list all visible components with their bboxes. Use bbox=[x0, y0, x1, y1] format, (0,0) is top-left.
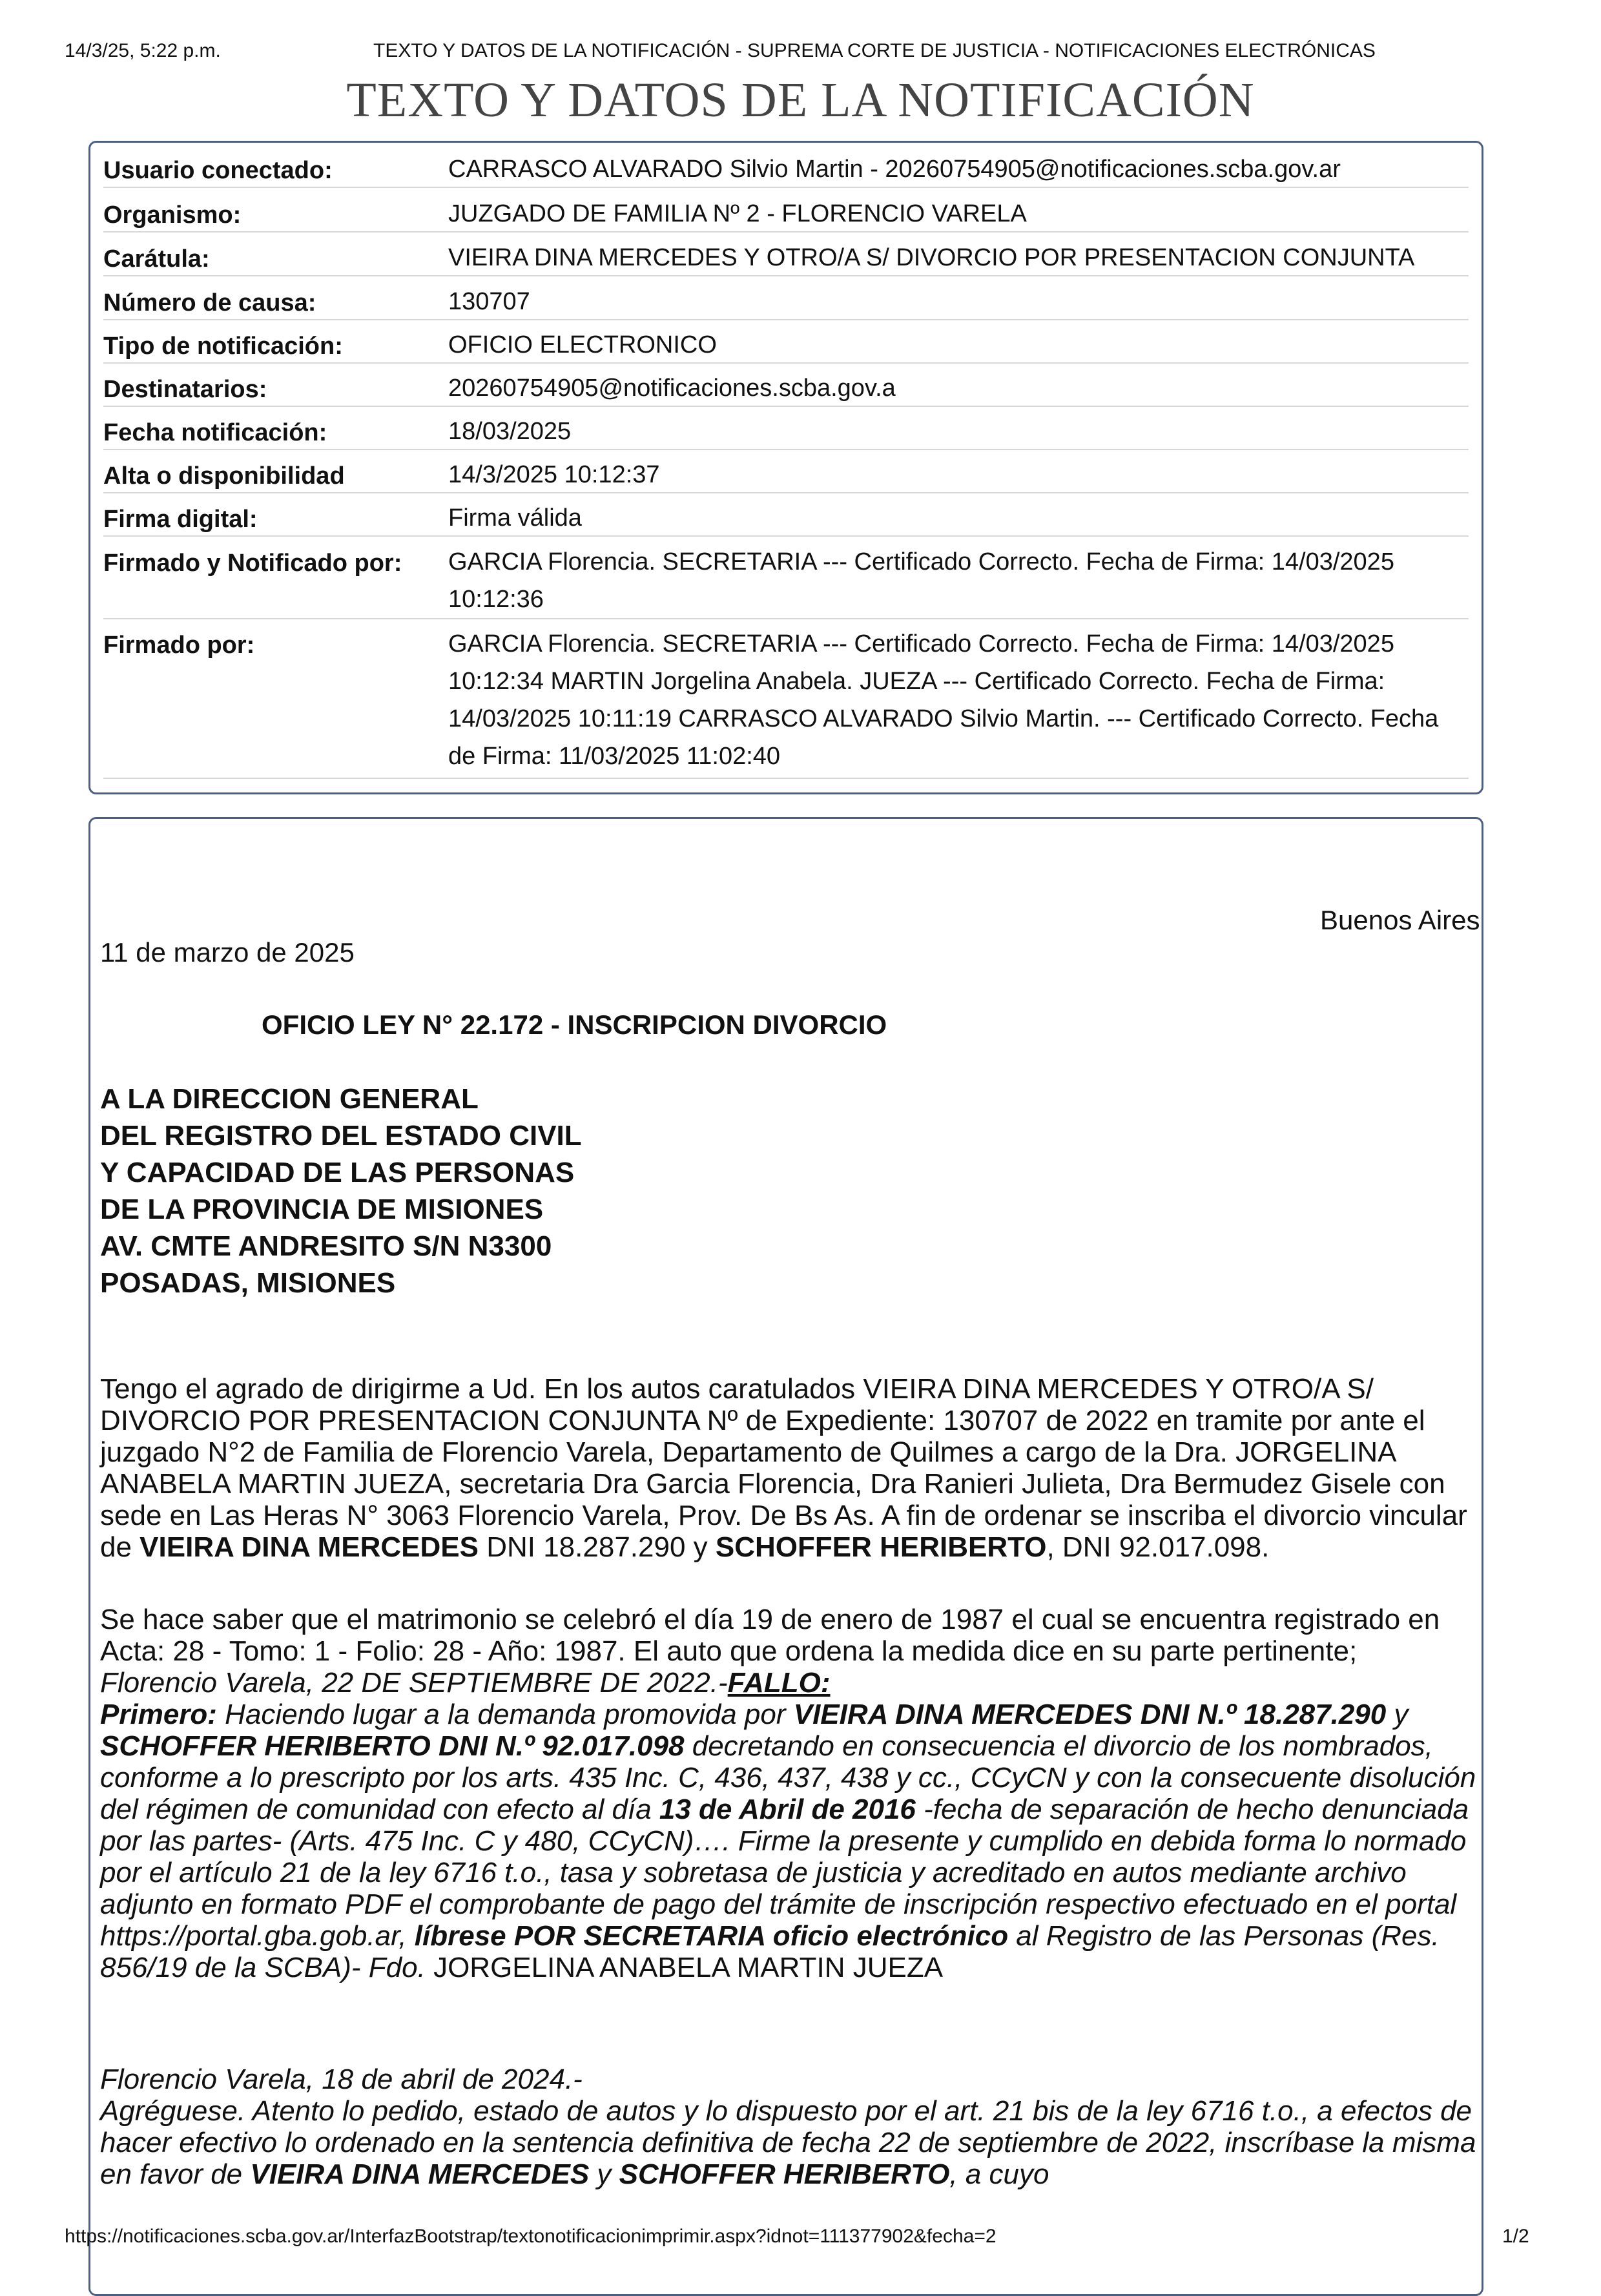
info-value: OFICIO ELECTRONICO bbox=[448, 331, 717, 358]
effect-date: 13 de Abril de 2016 bbox=[659, 1794, 916, 1825]
info-value: GARCIA Florencia. SECRETARIA --- Certificado Correcto. Fecha de Firma: 14/03/2025 10:12:36 bbox=[448, 548, 1394, 613]
info-label: Organismo: bbox=[103, 202, 242, 229]
info-value: JUZGADO DE FAMILIA Nº 2 - FLORENCIO VARELA bbox=[448, 200, 1027, 227]
paragraph-matrimonio: Se hace saber que el matrimonio se celebró el día 19 de enero de 1987 el cual se encuentra registrado en Acta: 28 - Tomo: 1 - Folio: 28 - Año: 1987. El auto que ordena la medida dice en su parte pertinente; bbox=[100, 1604, 1440, 1667]
info-value: GARCIA Florencia. SECRETARIA --- Certificado Correcto. Fecha de Firma: 14/03/2025 10:12:34 MARTIN Jorgelina Anabela. JUEZA --- Certificado Correcto. Fecha de Firma: 14/03/2025 10:11:19 CARRASCO ALVARADO Silvio Martin. --- Certificado Correcto. Fecha de Firma: 11/03/2025 11:02:40 bbox=[448, 630, 1439, 770]
text: DNI 18.287.290 y bbox=[478, 1531, 716, 1563]
print-date: 14/3/25, 5:22 p.m. bbox=[65, 40, 221, 61]
info-label: Alta o disponibilidad bbox=[103, 462, 345, 490]
text: , DNI 92.017.098. bbox=[1046, 1531, 1270, 1563]
text: Agréguese. Atento lo pedido, estado de autos y lo dispuesto por el art. 21 bis de la ley 6716 t.o., a efectos de hacer efectivo lo ordenado en la sentencia definitiva de fecha 22 de septiembre de 2022, inscríbase la misma en favor de bbox=[100, 2095, 1476, 2190]
info-row-organismo bbox=[103, 196, 1469, 233]
primero-label: Primero: bbox=[100, 1699, 217, 1730]
info-label: Firmado por: bbox=[103, 632, 255, 659]
text: Tengo el agrado de dirigirme a Ud. En los autos caratulados VIEIRA DINA MERCEDES Y OTRO/A S/ DIVORCIO POR PRESENTACION CONJUNTA Nº de Expediente: 130707 de 2022 en tramite por ante el juzgado N°2 de Familia de Florencio Varela, Departamento de Quilmes a cargo de la Dra. JORGELINA ANABELA MARTIN JUEZA, secretaria Dra Garcia Florencia, Dra Ranieri Julieta, Dra Bermudez Gisele con sede en Las Heras N° 3063 Florencio Varela, Prov. De Bs As. A fin de ordenar se inscriba el divorcio vincular de bbox=[100, 1373, 1467, 1563]
addressee-line: POSADAS, MISIONES bbox=[100, 1267, 396, 1299]
party-name: SCHOFFER HERIBERTO DNI N.º 92.017.098 bbox=[100, 1730, 685, 1762]
text: Haciendo lugar a la demanda promovida por bbox=[216, 1699, 794, 1730]
party-name: VIEIRA DINA MERCEDES bbox=[250, 2158, 590, 2190]
info-row-caratula bbox=[103, 240, 1469, 276]
letter-city: Buenos Aires bbox=[1320, 905, 1480, 935]
text: y bbox=[589, 2158, 619, 2190]
info-label: Número de causa: bbox=[103, 289, 316, 316]
info-row-tipo bbox=[103, 327, 1469, 364]
info-value: VIEIRA DINA MERCEDES Y OTRO/A S/ DIVORCIO POR PRESENTACION CONJUNTA bbox=[448, 244, 1415, 271]
party-name: SCHOFFER HERIBERTO bbox=[619, 2158, 950, 2190]
letter-date: 11 de marzo de 2025 bbox=[100, 937, 355, 967]
text: decretando en consecuencia el divorcio de los nombrados, conforme a lo prescripto por los arts. 435 Inc. C, 436, 437, 438 y cc., CCyCN y con la consecuente disolución del régimen de comunidad con efecto al día bbox=[100, 1730, 1476, 1825]
party-name: VIEIRA DINA MERCEDES DNI N.º 18.287.290 bbox=[793, 1699, 1387, 1730]
info-label: Carátula: bbox=[103, 245, 210, 273]
page-title: TEXTO Y DATOS DE LA NOTIFICACIÓN bbox=[346, 73, 1255, 127]
addressee-line: DE LA PROVINCIA DE MISIONES bbox=[100, 1194, 544, 1225]
fallo-date: Florencio Varela, 22 DE SEPTIEMBRE DE 2022.- bbox=[100, 1667, 728, 1699]
info-label: Destinatarios: bbox=[103, 376, 267, 403]
letter-addressee bbox=[100, 1081, 582, 1301]
info-row-numero-causa bbox=[103, 284, 1469, 320]
letter-subject: OFICIO LEY N° 22.172 - INSCRIPCION DIVORCIO bbox=[262, 1009, 887, 1040]
paragraph-2024-date: Florencio Varela, 18 de abril de 2024.- bbox=[100, 2063, 583, 2095]
text: , a cuyo bbox=[949, 2158, 1049, 2190]
notification-info-panel bbox=[88, 141, 1483, 794]
info-row-fecha bbox=[103, 414, 1469, 450]
addressee-line: DEL REGISTRO DEL ESTADO CIVIL bbox=[100, 1120, 582, 1152]
info-value: CARRASCO ALVARADO Silvio Martin - 20260754905@notificaciones.scba.gov.ar bbox=[448, 156, 1341, 183]
party-name: VIEIRA DINA MERCEDES bbox=[139, 1531, 479, 1563]
info-row-usuario bbox=[103, 152, 1469, 188]
text: y bbox=[1386, 1699, 1409, 1730]
paragraph-intro bbox=[100, 1373, 1489, 1563]
fallo-heading: FALLO: bbox=[727, 1667, 831, 1699]
info-label: Tipo de notificación: bbox=[103, 333, 343, 360]
addressee-line: AV. CMTE ANDRESITO S/N N3300 bbox=[100, 1230, 552, 1262]
page-number: 1/2 bbox=[1502, 2226, 1529, 2247]
addressee-line: Y CAPACIDAD DE LAS PERSONAS bbox=[100, 1157, 575, 1188]
party-name: SCHOFFER HERIBERTO bbox=[715, 1531, 1047, 1563]
signer: JORGELINA ANABELA MARTIN JUEZA bbox=[425, 1952, 944, 1983]
info-label: Fecha notificación: bbox=[103, 419, 327, 446]
info-row-firmado-por bbox=[103, 626, 1469, 779]
info-row-firmado-notificado bbox=[103, 544, 1469, 619]
info-label: Firmado y Notificado por: bbox=[103, 550, 402, 577]
paragraph-2024 bbox=[100, 2095, 1489, 2190]
info-value: 18/03/2025 bbox=[448, 418, 572, 445]
text: -fecha de separación de hecho denunciada por las partes- (Arts. 475 Inc. C y 480, CCyCN)…. Firme la presente y cumplido en debida forma lo normado por el artículo 21 de la ley 6716 t.o., tasa y sobretasa de justicia y acreditado en autos mediante archivo adjunto en formato PDF el comprobante de pago del trámite de inscripción respectivo efectuado en el portal https://portal.gba.gob.ar, bbox=[100, 1794, 1469, 1952]
order-text: líbrese POR SECRETARIA oficio electrónico bbox=[414, 1920, 1009, 1952]
info-row-alta bbox=[103, 457, 1469, 493]
info-label: Usuario conectado: bbox=[103, 157, 333, 184]
info-row-firma-digital bbox=[103, 501, 1469, 537]
footer-url: https://notificaciones.scba.gov.ar/InterfazBootstrap/textonotificacionimprimir.aspx?idnot=111377902&fecha=2 bbox=[65, 2226, 997, 2247]
info-label: Firma digital: bbox=[103, 506, 258, 533]
print-header-title: TEXTO Y DATOS DE LA NOTIFICACIÓN - SUPREMA CORTE DE JUSTICIA - NOTIFICACIONES ELECTRÓNICAS bbox=[373, 40, 1376, 61]
addressee-line: A LA DIRECCION GENERAL bbox=[100, 1083, 479, 1115]
paragraph-fallo bbox=[100, 1667, 1489, 1983]
info-value: Firma válida bbox=[448, 504, 582, 532]
info-value: 20260754905@notificaciones.scba.gov.a bbox=[448, 375, 896, 402]
info-row-destinatarios bbox=[103, 371, 1469, 407]
info-value: 130707 bbox=[448, 288, 530, 315]
info-value: 14/3/2025 10:12:37 bbox=[448, 461, 660, 488]
text: al Registro de las Personas (Res. 856/19 de la SCBA)- Fdo. bbox=[100, 1920, 1440, 1983]
